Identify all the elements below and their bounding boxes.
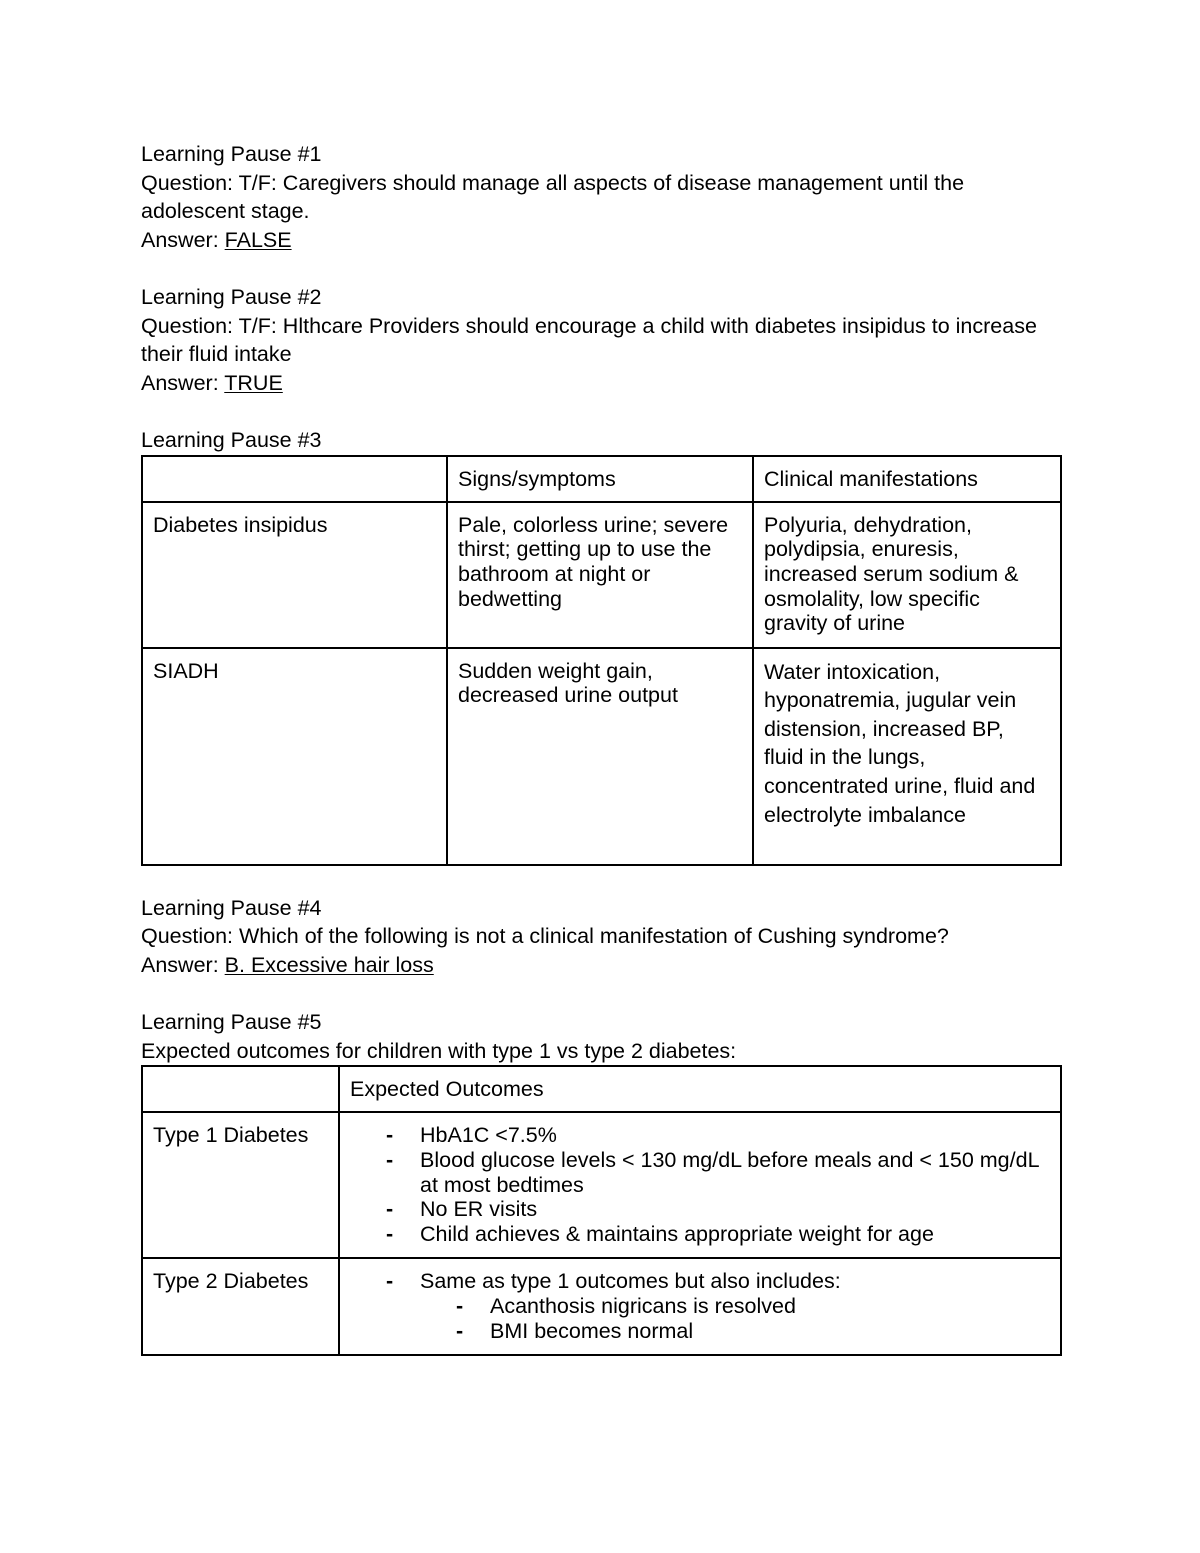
cell-line: distension, increased BP, bbox=[764, 716, 1004, 741]
nested-list-item bbox=[420, 1319, 1050, 1344]
list-marker: - bbox=[386, 1147, 394, 1172]
row-label: Type 1 Diabetes bbox=[153, 1123, 309, 1148]
cell-line: bedwetting bbox=[458, 586, 562, 611]
question-line: Question: T/F: Hlthcare Providers should encourage a child with diabetes insipidus to increase bbox=[141, 313, 1037, 338]
nested-list-item-text: Acanthosis nigricans is resolved bbox=[490, 1293, 796, 1318]
cell-line: Polyuria, dehydration, bbox=[764, 512, 972, 537]
section-title: Learning Pause #2 bbox=[141, 284, 322, 309]
learning-pause-2 bbox=[141, 283, 1062, 397]
section-title: Learning Pause #4 bbox=[141, 895, 322, 920]
learning-pause-4 bbox=[141, 894, 1062, 980]
list-item bbox=[350, 1148, 1050, 1197]
document-content bbox=[141, 140, 1062, 1356]
expected-outcomes-table bbox=[141, 1065, 1062, 1356]
question-line: adolescent stage. bbox=[141, 199, 310, 224]
cell-line: gravity of urine bbox=[764, 611, 906, 636]
column-header-signs-symptoms bbox=[448, 457, 754, 503]
nested-list-marker: - bbox=[456, 1293, 464, 1318]
cell-line: osmolality, low specific bbox=[764, 586, 980, 611]
question-line: their fluid intake bbox=[141, 342, 292, 367]
nested-list-marker: - bbox=[456, 1318, 464, 1343]
list-item-text: Blood glucose levels < 130 mg/dL before meals and < 150 mg/dL bbox=[420, 1147, 1040, 1172]
list-item-text: Child achieves & maintains appropriate weight for age bbox=[420, 1221, 934, 1246]
table-corner-cell bbox=[143, 457, 448, 503]
list-item-text: Same as type 1 outcomes but also includes: bbox=[420, 1269, 841, 1294]
answer-line bbox=[141, 951, 1062, 980]
manifestations-cell-diabetes-insipidus bbox=[754, 503, 1062, 649]
answer-label: Answer: bbox=[141, 952, 219, 977]
row-label-type-1-diabetes bbox=[143, 1113, 340, 1259]
manifestations-cell-siadh bbox=[754, 649, 1062, 866]
answer-value: B. Excessive hair loss bbox=[224, 952, 434, 977]
list-item bbox=[350, 1123, 1050, 1148]
column-header-clinical-manifestations bbox=[754, 457, 1062, 503]
list-item-text: at most bedtimes bbox=[420, 1172, 584, 1197]
signs-cell-siadh bbox=[448, 649, 754, 866]
answer-value: FALSE bbox=[224, 227, 292, 252]
list-item bbox=[350, 1222, 1050, 1247]
row-label: Type 2 Diabetes bbox=[153, 1269, 309, 1294]
list-marker: - bbox=[386, 1123, 394, 1148]
answer-line bbox=[141, 369, 1062, 398]
list-item-text: No ER visits bbox=[420, 1197, 538, 1222]
row-label-diabetes-insipidus bbox=[143, 503, 448, 649]
learning-pause-1 bbox=[141, 140, 1062, 254]
cell-line: increased serum sodium & bbox=[764, 561, 1019, 586]
cell-line: Pale, colorless urine; severe bbox=[458, 512, 729, 537]
cell-line: electrolyte imbalance bbox=[764, 802, 966, 827]
list-item bbox=[350, 1197, 1050, 1222]
nested-list-item-text: BMI becomes normal bbox=[490, 1318, 694, 1343]
answer-label: Answer: bbox=[141, 227, 219, 252]
list-item bbox=[350, 1269, 1050, 1343]
question-line: Question: Which of the following is not a clinical manifestation of Cushing syndrome? bbox=[141, 924, 949, 949]
cell-line: concentrated urine, fluid and bbox=[764, 773, 1036, 798]
list-item-text: HbA1C <7.5% bbox=[420, 1123, 557, 1148]
column-header-expected-outcomes bbox=[340, 1067, 1062, 1113]
section-intro: Expected outcomes for children with type 1 vs type 2 diabetes: bbox=[141, 1038, 737, 1063]
cell-line: hyponatremia, jugular vein bbox=[764, 688, 1017, 713]
answer-value: TRUE bbox=[224, 370, 283, 395]
outcomes-cell-type-2 bbox=[340, 1259, 1062, 1356]
list-marker: - bbox=[386, 1221, 394, 1246]
cell-line: Sudden weight gain, bbox=[458, 658, 653, 683]
section-title: Learning Pause #1 bbox=[141, 142, 322, 166]
cell-line: Water intoxication, bbox=[764, 659, 941, 684]
question-line: Question: T/F: Caregivers should manage all aspects of disease management until the bbox=[141, 170, 965, 195]
row-label: SIADH bbox=[153, 658, 219, 683]
answer-line bbox=[141, 226, 1062, 255]
list-marker: - bbox=[386, 1197, 394, 1222]
column-header-label: Clinical manifestations bbox=[764, 466, 978, 491]
section-title: Learning Pause #5 bbox=[141, 1009, 322, 1034]
diabetes-insipidus-siadh-table bbox=[141, 455, 1062, 866]
cell-line: fluid in the lungs, bbox=[764, 745, 926, 770]
column-header-label: Expected Outcomes bbox=[350, 1077, 544, 1102]
row-label: Diabetes insipidus bbox=[153, 512, 328, 537]
cell-line: bathroom at night or bbox=[458, 561, 651, 586]
cell-line: decreased urine output bbox=[458, 683, 678, 708]
cell-line: polydipsia, enuresis, bbox=[764, 537, 959, 562]
signs-cell-diabetes-insipidus bbox=[448, 503, 754, 649]
row-label-siadh bbox=[143, 649, 448, 866]
learning-pause-5 bbox=[141, 1008, 1062, 1356]
cell-line: thirst; getting up to use the bbox=[458, 537, 712, 562]
row-label-type-2-diabetes bbox=[143, 1259, 340, 1356]
list-marker: - bbox=[386, 1269, 394, 1294]
learning-pause-3 bbox=[141, 426, 1062, 866]
table-corner-cell bbox=[143, 1067, 340, 1113]
nested-list-item bbox=[420, 1294, 1050, 1319]
outcomes-cell-type-1 bbox=[340, 1113, 1062, 1259]
section-title: Learning Pause #3 bbox=[141, 427, 322, 452]
column-header-label: Signs/symptoms bbox=[458, 466, 616, 491]
answer-label: Answer: bbox=[141, 370, 219, 395]
